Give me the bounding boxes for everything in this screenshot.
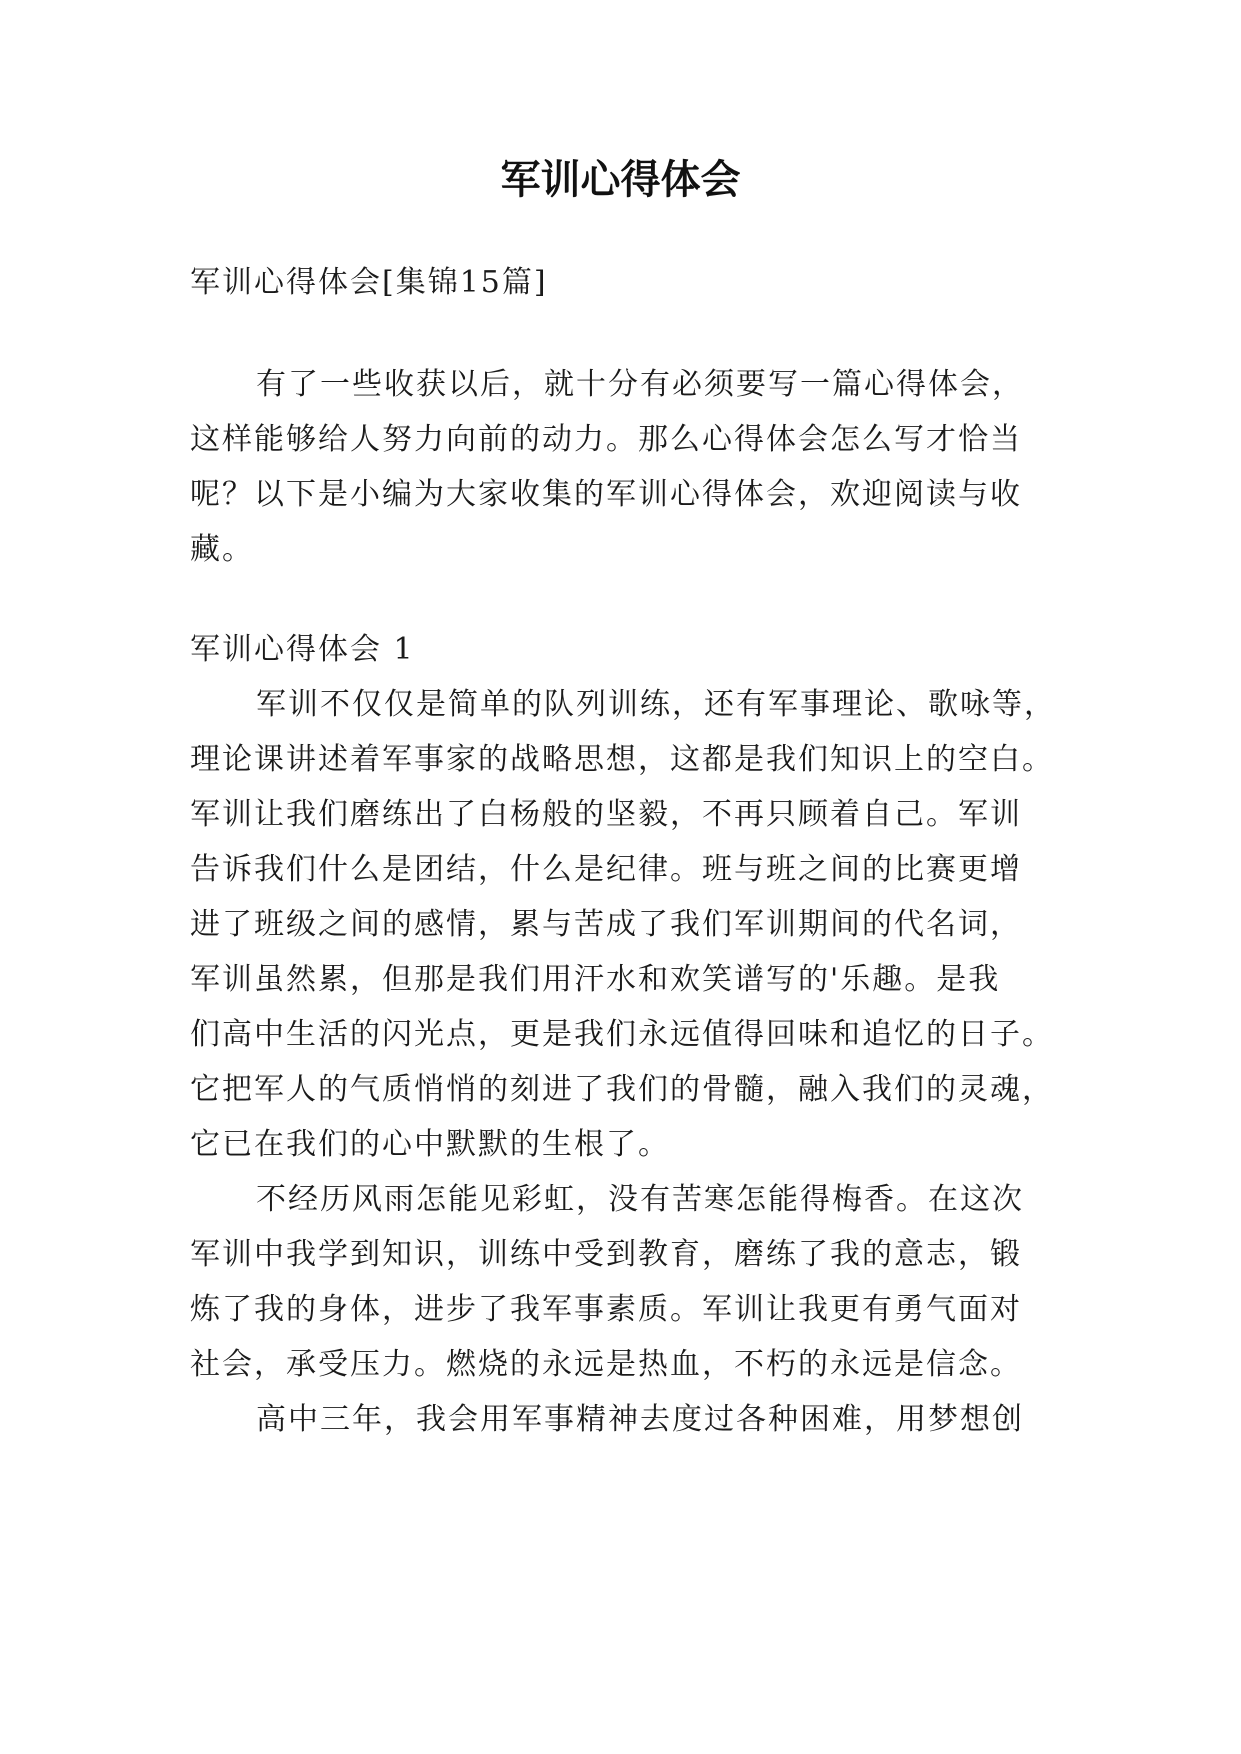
paragraph-line: 们高中生活的闪光点，更是我们永远值得回味和追忆的日子。 — [190, 1017, 1054, 1052]
document-title: 军训心得体会 — [500, 157, 741, 203]
paragraph-line: 它把军人的气质悄悄的刻进了我们的骨髓，融入我们的灵魂， — [190, 1072, 1054, 1107]
intro-line: 藏。 — [190, 532, 254, 567]
paragraph-line: 社会，承受压力。燃烧的永远是热血，不朽的永远是信念。 — [190, 1347, 1022, 1382]
paragraph-line: 进了班级之间的感情，累与苦成了我们军训期间的代名词， — [190, 907, 1022, 942]
intro-line: 呢？以下是小编为大家收集的军训心得体会，欢迎阅读与收 — [190, 477, 1022, 512]
paragraph-line: 高中三年，我会用军事精神去度过各种困难，用梦想创 — [256, 1402, 1024, 1437]
paragraph-line: 告诉我们什么是团结，什么是纪律。班与班之间的比赛更增 — [190, 852, 1022, 887]
paragraph-line: 不经历风雨怎能见彩虹，没有苦寒怎能得梅香。在这次 — [256, 1182, 1024, 1217]
section-heading: 军训心得体会 1 — [190, 632, 415, 667]
paragraph-line: 理论课讲述着军事家的战略思想，这都是我们知识上的空白。 — [190, 742, 1054, 777]
intro-line: 有了一些收获以后，就十分有必须要写一篇心得体会， — [256, 367, 1024, 402]
paragraph-line: 军训中我学到知识，训练中受到教育，磨练了我的意志，锻 — [190, 1237, 1022, 1272]
paragraph-line: 军训虽然累，但那是我们用汗水和欢笑谱写的'乐趣。是我 — [190, 962, 1001, 997]
intro-line: 这样能够给人努力向前的动力。那么心得体会怎么写才恰当 — [190, 422, 1022, 457]
paragraph-line: 炼了我的身体，进步了我军事素质。军训让我更有勇气面对 — [190, 1292, 1022, 1327]
document-subtitle: 军训心得体会[集锦15篇] — [190, 265, 548, 300]
paragraph-line: 它已在我们的心中默默的生根了。 — [190, 1127, 670, 1162]
paragraph-line: 军训不仅仅是简单的队列训练，还有军事理论、歌咏等， — [256, 687, 1056, 722]
paragraph-line: 军训让我们磨练出了白杨般的坚毅，不再只顾着自己。军训 — [190, 797, 1022, 832]
